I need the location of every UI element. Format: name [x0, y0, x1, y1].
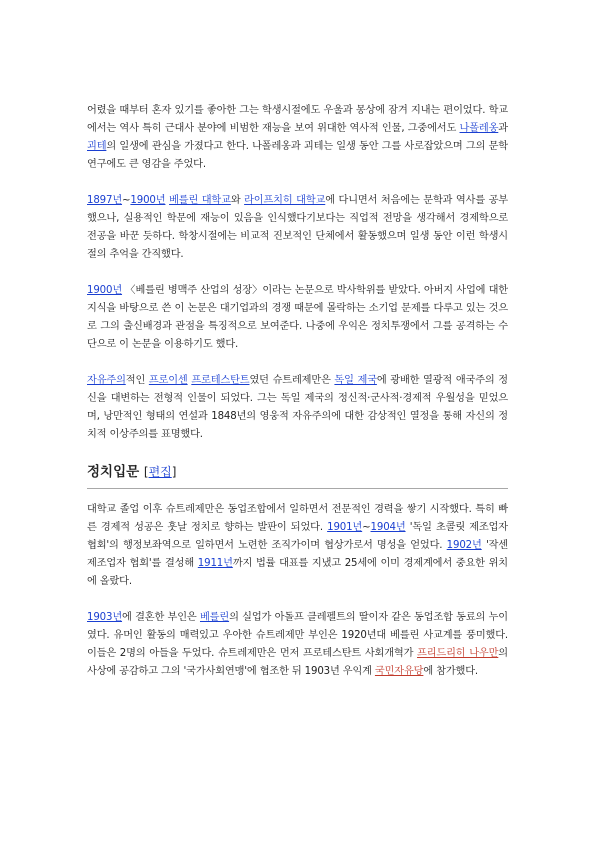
article-body-intro — [87, 102, 508, 444]
inline-link[interactable]: 1900년 — [87, 285, 123, 296]
text-run: 대학교 졸업 이후 슈트레제만은 동업조합에서 일하면서 전문적인 경력을 쌓기 시작했다. 특히 빠른 경제적 성공은 훗날 정치로 향하는 발판이 되었다. — [87, 504, 508, 533]
paragraph — [87, 282, 508, 354]
text-run: '독일 초콜릿 제조업자 협회'의 행정보좌역으로 일하면서 노련한 조직가이며 협상가로서 명성을 얻었다. — [87, 522, 508, 551]
inline-link[interactable]: 1911년 — [197, 558, 233, 569]
text-run: 과 — [498, 123, 508, 134]
text-run: 〈베를린 병맥주 산업의 성장〉이라는 논문으로 박사학위를 받았다. 아버지 사업에 대한 지식을 바탕으로 쓴 이 논문은 대기업과의 경쟁 때문에 몰락하는 소기업 문제를 다루고 있는 것으로 그의 출신배경과 관점을 특징적으로 보여준다. 나중에 우익은 정치투쟁에서 그를 공격하는 수단으로 이 논문을 이용하기도 했다. — [87, 285, 508, 350]
text-run: ~ — [122, 195, 131, 206]
paragraph — [87, 609, 508, 681]
inline-link[interactable]: 독일 제국 — [334, 375, 377, 386]
inline-link[interactable]: 국민자유당 — [374, 666, 424, 677]
inline-link[interactable]: 프로테스탄트 — [191, 375, 250, 386]
inline-link[interactable]: 베를린 — [199, 612, 230, 623]
text-run: 의 실업가 아돌프 클레펠트의 딸이자 같은 동업조합 동료의 누이였다. 유머인 활동의 매력있고 우아한 슈트레제만 부인은 1920년대 베를린 사교계를 풍미했다. 이들은 2명의 아들을 두었다. 슈트레제만은 먼저 프로테스탄트 사회개혁가 — [87, 612, 508, 659]
edit-bracket-close: ] — [171, 465, 177, 479]
inline-link[interactable]: 1903년 — [87, 612, 123, 623]
text-run: 에 참가했다. — [423, 666, 479, 677]
inline-link[interactable]: 1901년 — [327, 522, 363, 533]
inline-link[interactable]: 1902년 — [446, 540, 482, 551]
section-heading — [87, 462, 508, 489]
text-run: '작센 제조업자 협회'를 결성해 — [87, 540, 509, 569]
paragraph — [87, 102, 508, 174]
inline-link[interactable]: 괴테 — [87, 141, 107, 152]
inline-link[interactable]: 1904년 — [370, 522, 406, 533]
inline-link[interactable]: 1900년 — [130, 195, 166, 206]
inline-link[interactable]: 라이프치히 대학교 — [244, 195, 326, 206]
text-run: 와 — [230, 195, 245, 206]
document-page — [87, 102, 508, 699]
text-run: 의 일생에 관심을 가졌다고 한다. 나폴레옹과 괴테는 일생 동안 그를 사로잡았으며 그의 문학 연구에도 큰 영감을 주었다. — [87, 141, 508, 170]
edit-bracket-open: [ — [143, 465, 149, 479]
text-run: 였던 슈트레제만은 — [249, 375, 335, 386]
text-run: 에 광배한 열광적 애국주의 정신을 대변하는 전형적 인물이 되었다. 그는 독일 제국의 정신적·군사적·경제적 우월성을 믿었으며, 낭만적인 형태의 연설과 1848년의 영웅적 자유주의에 대한 감상적인 열정을 통해 자신의 정치적 이상주의를 표명했다. — [87, 375, 508, 440]
inline-link[interactable]: 1897년 — [87, 195, 123, 206]
text-run: 에 다니면서 처음에는 문학과 역사를 공부했으나, 실용적인 학문에 재능이 있음을 인식했다기보다는 직업적 전망을 생각해서 경제학으로 전공을 바꾼 듯하다. 학창시절에는 비교적 진보적인 단체에서 활동했으며 일생 동안 이런 학생시절의 추억을 간직했다. — [87, 195, 508, 260]
section-title: 정치입문 — [87, 464, 140, 480]
text-run: 적인 — [125, 375, 149, 386]
inline-link[interactable]: 베를린 대학교 — [169, 195, 231, 206]
paragraph — [87, 501, 508, 591]
paragraph — [87, 372, 508, 444]
article-body-politics — [87, 501, 508, 681]
text-run: ~ — [362, 522, 371, 533]
edit-link[interactable]: 편집 — [148, 465, 172, 479]
inline-link[interactable]: 나폴레옹 — [459, 123, 499, 134]
text-run: 의 사상에 공감하고 그의 '국가사회연맹'에 협조한 뒤 1903년 우익계 — [87, 648, 508, 677]
inline-link[interactable]: 프로이센 — [148, 375, 188, 386]
text-run: 에 결혼한 부인은 — [122, 612, 200, 623]
text-run: 어렸을 때부터 혼자 있기를 좋아한 그는 학생시절에도 우울과 몽상에 잠겨 지내는 편이었다. 학교에서는 역사 특히 근대사 분야에 비범한 재능을 보여 위대한 역사적 인물, 그중에서도 — [87, 105, 508, 134]
inline-link[interactable]: 프리드리히 나우만 — [417, 648, 499, 659]
text-run: 까지 법률 대표를 지냈고 25세에 이미 경제계에서 중요한 위치에 올랐다. — [87, 558, 508, 587]
inline-link[interactable]: 자유주의 — [87, 375, 126, 386]
paragraph — [87, 192, 508, 264]
